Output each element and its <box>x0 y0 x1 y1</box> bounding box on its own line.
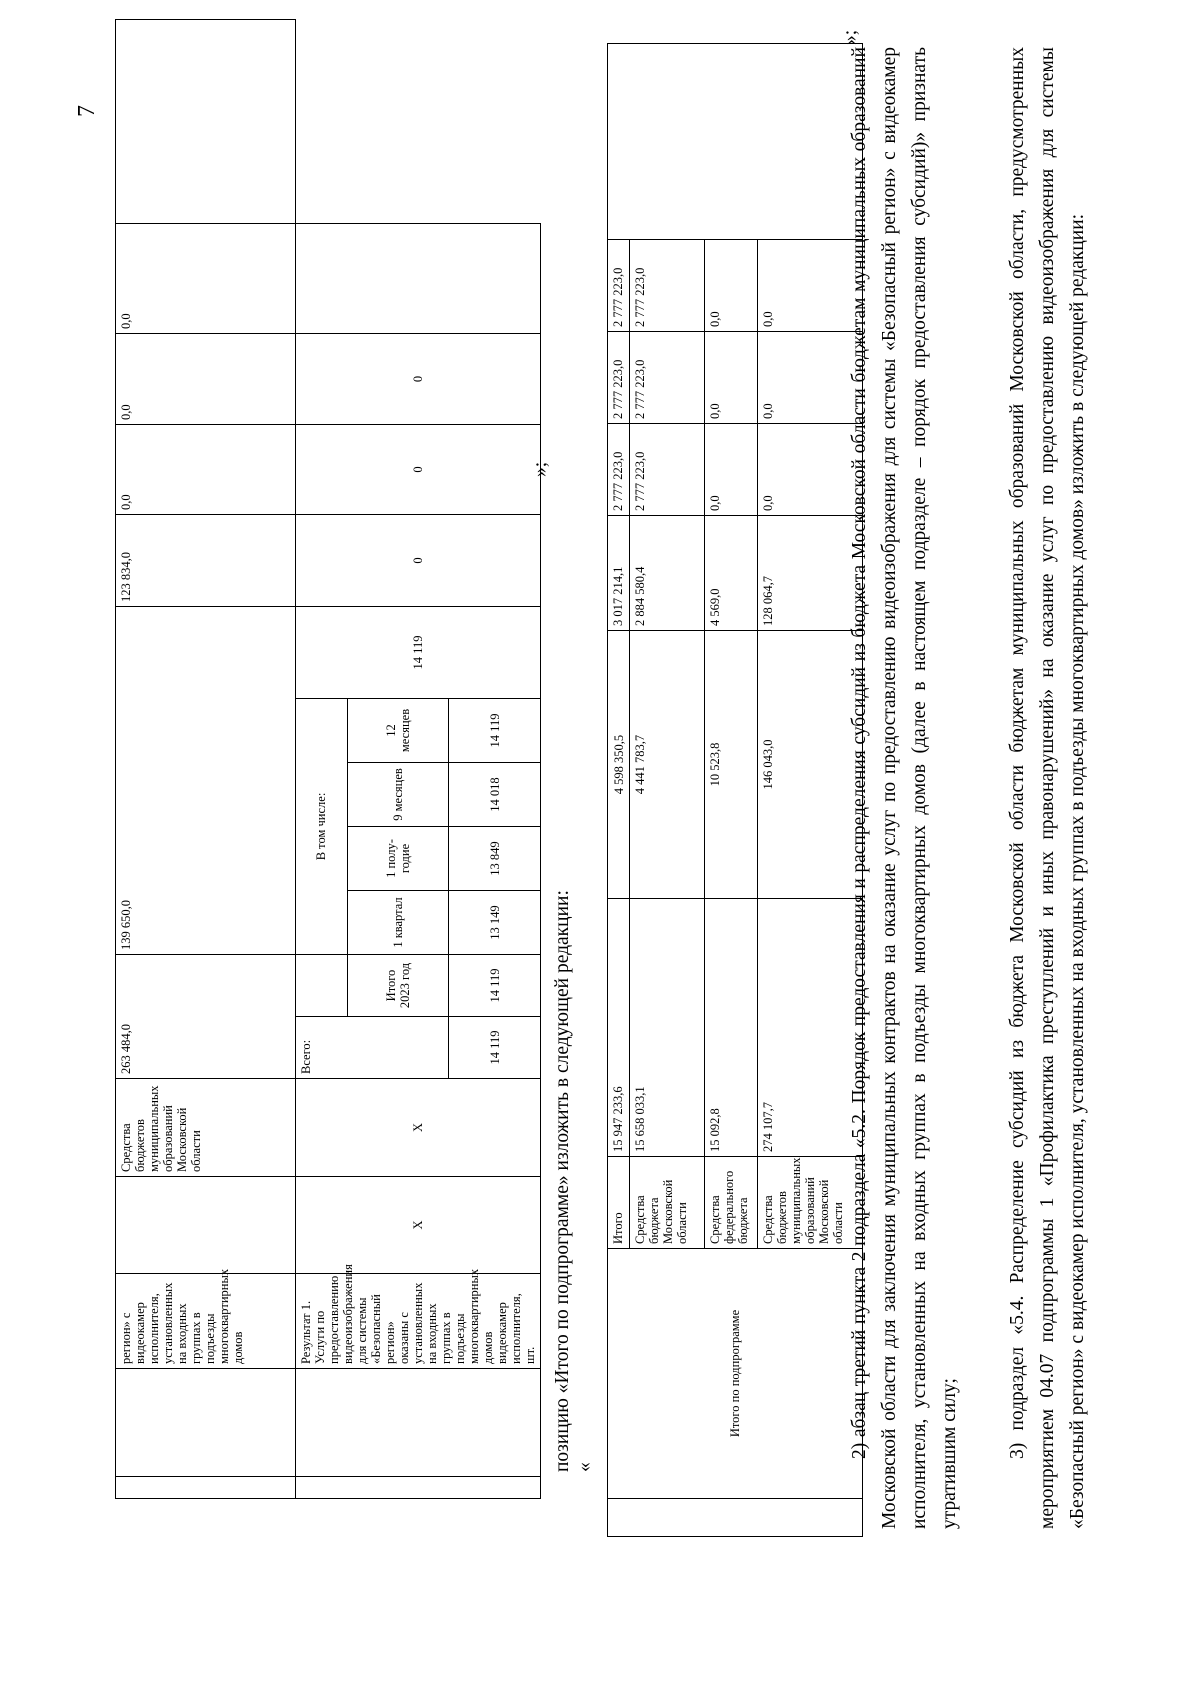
table1-end-mark: »; <box>530 461 551 477</box>
y2024-cell: 2 884 580,4 <box>630 516 705 631</box>
result-2024-cell: 14 119 <box>296 606 541 698</box>
y2025-cell: 2 777 223,0 <box>630 424 705 516</box>
funding-source-cell: Средства бюджета Московской области <box>630 1157 705 1249</box>
y2024-cell: 4 569,0 <box>705 516 758 631</box>
cell-empty <box>296 223 541 333</box>
vsego-label: Всего: <box>296 1017 449 1079</box>
cell-empty <box>608 44 863 240</box>
table2-end-mark: »; <box>840 29 861 45</box>
y2026-cell: 2 777 223,0 <box>608 332 630 424</box>
result-total-cell: 14 119 <box>449 1017 541 1079</box>
result-itogo-cell: 14 119 <box>449 955 541 1017</box>
total-cell: 15 092,8 <box>705 899 758 1157</box>
y2023-cell: 139 650,0 <box>116 606 296 954</box>
table-row <box>608 44 630 1537</box>
cell-empty <box>116 1369 296 1477</box>
paragraph-2: 2) абзац третий пункта 2 подраздела «5.2. Порядок предоставления и распределения субсидий из бюджета Московской области бюджетам муниципальных образований Московской области для заключения муниципальных контрактов на оказание услуг по предоставлению видеоизображения для системы «Безопасный регион» с видеокамер исполнителя, установленных на входных группах в подъезды многоквартирных домов (далее в настоящем подразделе – порядок предоставления субсидий)» признать утратившим силу; <box>849 47 960 1529</box>
q1-label: 1 квартал <box>347 891 448 955</box>
table-row <box>296 20 348 1499</box>
result-h1-cell: 13 849 <box>449 827 541 891</box>
y2026-cell: 0,0 <box>705 332 758 424</box>
y2025-cell: 2 777 223,0 <box>608 424 630 516</box>
y2025-cell: 0,0 <box>116 424 296 514</box>
intro-text: позицию «Итого по подпрограмме» изложить в следующей редакции: <box>552 890 573 1472</box>
cell-empty <box>296 1477 541 1499</box>
y2024-cell: 123 834,0 <box>116 514 296 606</box>
cell-empty <box>116 1477 296 1499</box>
y2026-cell: 2 777 223,0 <box>630 332 705 424</box>
program-table-fragment <box>115 19 541 1499</box>
result-2027-cell: 0 <box>296 333 541 424</box>
m12-label: 12 месяцев <box>347 699 448 763</box>
x-mark: X <box>296 1177 541 1274</box>
y2027-cell: 0,0 <box>116 223 296 333</box>
y2024-cell: 3 017 214,1 <box>608 516 630 631</box>
cell-empty <box>116 1177 296 1274</box>
result-name-cell: Результат 1. Услуги по предоставлению видеоизображения для системы «Безопасный регион» оказаны с установленных на входных группах в подъезды многоквартирных домов видеокамер исполнителя, шт. <box>296 1274 541 1369</box>
result-q1-cell: 13 149 <box>449 891 541 955</box>
result-m12-cell: 14 119 <box>449 699 541 763</box>
table-row <box>116 20 296 1499</box>
y2024-cell: 128 064,7 <box>758 516 863 631</box>
total-cell: 263 484,0 <box>116 955 296 1079</box>
total-cell: 15 947 233,6 <box>608 899 630 1157</box>
cell-empty <box>296 1369 541 1477</box>
y2023-cell: 4 441 783,7 <box>630 631 705 899</box>
y2027-cell: 0,0 <box>705 240 758 332</box>
total-cell: 274 107,7 <box>758 899 863 1157</box>
y2026-cell: 0,0 <box>758 332 863 424</box>
y2023-cell: 146 043,0 <box>758 631 863 899</box>
y2025-cell: 0,0 <box>758 424 863 516</box>
y2023-cell: 4 598 350,5 <box>608 631 630 899</box>
m9-label: 9 месяцев <box>347 763 448 827</box>
total-cell: 15 658 033,1 <box>630 899 705 1157</box>
funding-source-cell: Средства бюджетов муниципальных образований Московской области <box>758 1157 863 1249</box>
result-2025-cell: 0 <box>296 514 541 606</box>
cell-empty <box>116 20 296 224</box>
paragraph-3: 3) подраздел «5.4. Распределение субсидий из бюджета Московской области бюджетам муниципальных образований Московской области, предусмотренных мероприятием 04.07 подпрограммы 1 «Профилактика преступлений и иных правонарушений» на оказание услуг по предоставлению видеоизображения для системы «Безопасный регион» с видеокамер исполнителя, установленных на входных группах в подъезды многоквартирных домов» изложить в следующей редакции: <box>1007 47 1088 1529</box>
x-mark: X <box>296 1079 541 1177</box>
h1-label: 1 полу-годие <box>347 827 448 891</box>
measure-name-cell: регион» с видеокамер исполнителя, установленных на входных группах в подъезды многоквартирных домов <box>116 1274 296 1369</box>
y2026-cell: 0,0 <box>116 333 296 424</box>
v-tom-chisle-label: В том числе: <box>296 699 348 955</box>
cell-empty <box>296 955 348 1017</box>
y2025-cell: 0,0 <box>705 424 758 516</box>
y2023-cell: 10 523,8 <box>705 631 758 899</box>
result-m9-cell: 14 018 <box>449 763 541 827</box>
subprogram-total-table <box>607 43 863 1537</box>
page-number: 7 <box>74 105 100 117</box>
itogo-2023-label: Итого 2023 год <box>347 955 448 1017</box>
result-2026-cell: 0 <box>296 424 541 514</box>
open-quote: « <box>574 1462 595 1472</box>
cell-empty <box>608 1499 863 1537</box>
funding-source-cell: Средства бюджетов муниципальных образований Московской области <box>116 1079 296 1177</box>
y2027-cell: 0,0 <box>758 240 863 332</box>
funding-source-cell: Средства федерального бюджета <box>705 1157 758 1249</box>
funding-source-cell: Итого <box>608 1157 630 1249</box>
y2027-cell: 2 777 223,0 <box>608 240 630 332</box>
y2027-cell: 2 777 223,0 <box>630 240 705 332</box>
subprogram-label: Итого по подпрограмме <box>608 1249 863 1499</box>
